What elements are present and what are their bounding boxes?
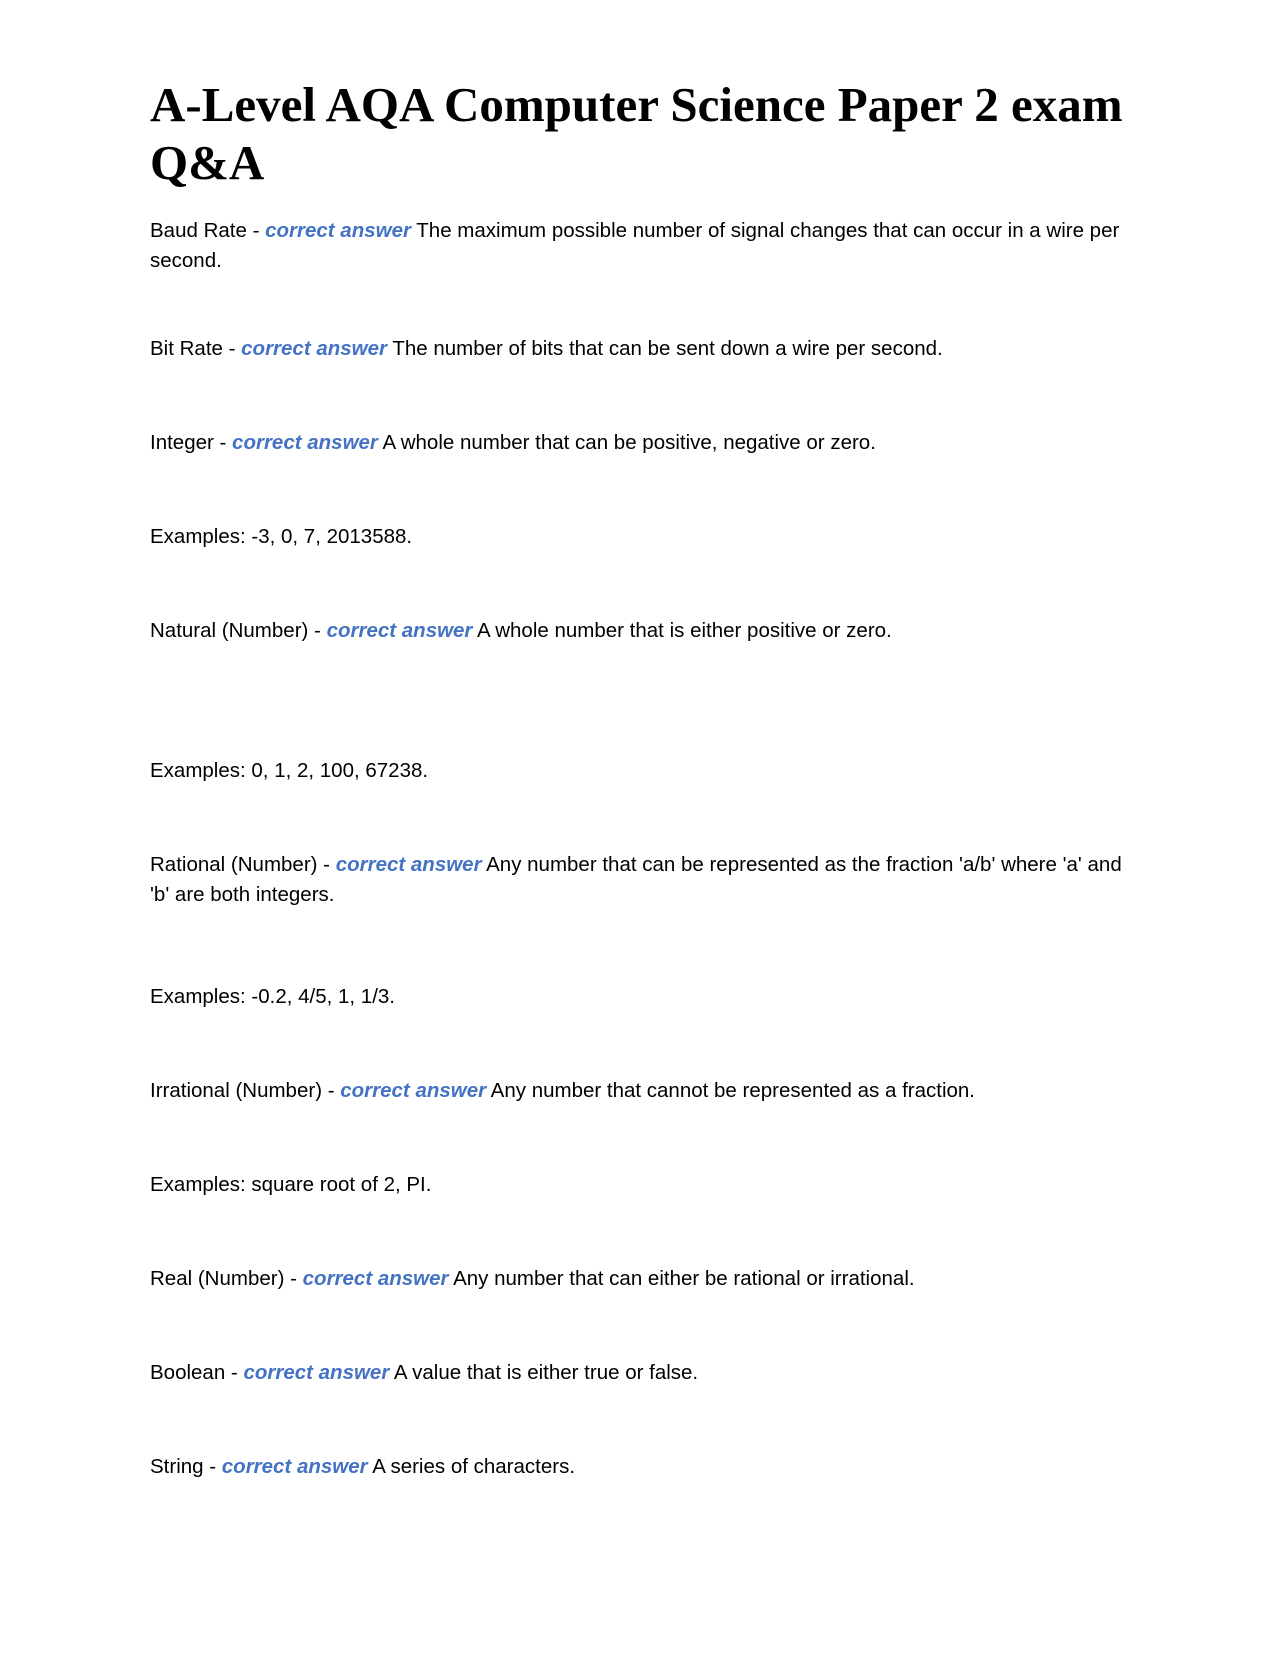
entry-boolean bbox=[150, 1358, 1130, 1388]
entry-answer: The number of bits that can be sent down a wire per second. bbox=[387, 337, 943, 360]
entry-natural bbox=[150, 616, 1130, 646]
examples-natural: Examples: 0, 1, 2, 100, 67238. bbox=[150, 759, 429, 782]
entry-term: String - bbox=[150, 1455, 222, 1478]
correct-answer-label: correct answer bbox=[265, 219, 411, 242]
entry-term: Real (Number) - bbox=[150, 1267, 303, 1290]
entry-answer: A whole number that is either positive or zero. bbox=[472, 619, 892, 642]
entry-term: Bit Rate - bbox=[150, 337, 242, 360]
entry-irrational bbox=[150, 1076, 1130, 1106]
correct-answer-label: correct answer bbox=[326, 619, 473, 642]
entry-bit-rate bbox=[150, 334, 1130, 364]
correct-answer-label: correct answer bbox=[221, 1455, 368, 1478]
entry-integer bbox=[150, 428, 1130, 458]
entry-answer: A series of characters. bbox=[367, 1455, 576, 1478]
entry-baud-rate bbox=[150, 216, 1130, 276]
entry-answer: A whole number that can be positive, negative or zero. bbox=[377, 431, 876, 454]
entry-term: Boolean - bbox=[150, 1361, 244, 1384]
entry-answer: Any number that can be represented as the fraction 'a/b' where 'a' and 'b' are both integers. bbox=[150, 853, 1122, 906]
entry-term: Baud Rate - bbox=[150, 219, 266, 242]
examples-rational: Examples: -0.2, 4/5, 1, 1/3. bbox=[150, 985, 395, 1008]
entry-term: Integer - bbox=[150, 431, 233, 454]
entry-term: Irrational (Number) - bbox=[150, 1079, 341, 1102]
entry-answer: A value that is either true or false. bbox=[389, 1361, 699, 1384]
entry-string bbox=[150, 1452, 1130, 1482]
entry-answer: Any number that can either be rational or irrational. bbox=[448, 1267, 915, 1290]
correct-answer-label: correct answer bbox=[335, 853, 482, 876]
entry-answer: Any number that cannot be represented as a fraction. bbox=[486, 1079, 975, 1102]
entry-real bbox=[150, 1264, 1130, 1294]
document-title: A-Level AQA Computer Science Paper 2 exam Q&A bbox=[150, 77, 1123, 190]
correct-answer-label: correct answer bbox=[232, 431, 378, 454]
correct-answer-label: correct answer bbox=[302, 1267, 449, 1290]
entry-term: Rational (Number) - bbox=[150, 853, 336, 876]
entry-answer: The maximum possible number of signal changes that can occur in a wire per second. bbox=[150, 219, 1120, 272]
correct-answer-label: correct answer bbox=[340, 1079, 487, 1102]
examples-irrational: Examples: square root of 2, PI. bbox=[150, 1173, 432, 1196]
correct-answer-label: correct answer bbox=[241, 337, 387, 360]
correct-answer-label: correct answer bbox=[243, 1361, 390, 1384]
entry-rational bbox=[150, 850, 1130, 910]
examples-integer: Examples: -3, 0, 7, 2013588. bbox=[150, 525, 413, 548]
entry-term: Natural (Number) - bbox=[150, 619, 327, 642]
